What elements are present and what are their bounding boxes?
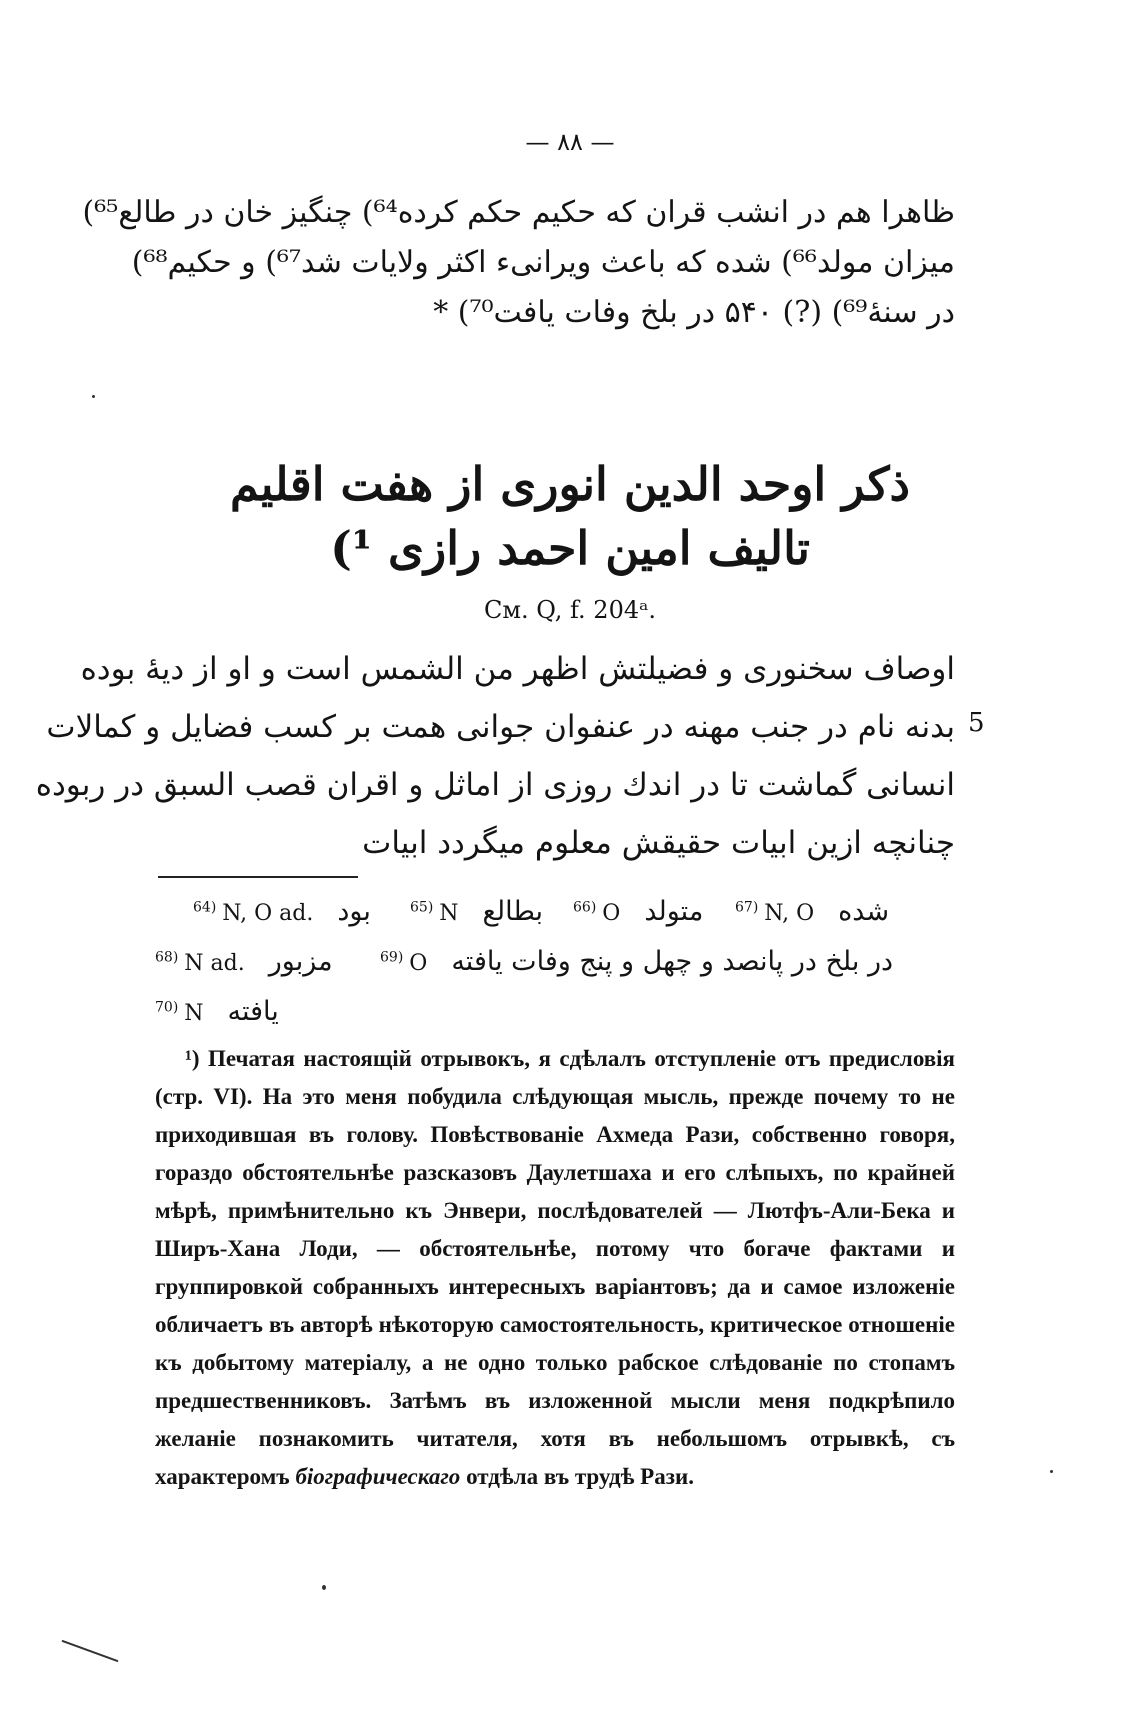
scan-speck — [1050, 1470, 1053, 1473]
scan-speck — [92, 395, 95, 398]
russian-footnote — [155, 1040, 955, 1496]
footnote-divider — [158, 876, 358, 878]
body-text-line-4: چنانچه ازین ابیات حقیقش معلوم میگردد ابیات — [362, 825, 955, 861]
note-67: $^{67)}$ N, O شده — [735, 896, 890, 927]
note-68: $^{68)}$ N ad. مزبور — [155, 946, 333, 977]
manuscript-citation: См. Q, f. 204ᵃ. — [483, 596, 656, 624]
note-70: $^{70)}$ N یافته — [155, 996, 279, 1027]
scan-speck — [322, 1585, 326, 1590]
body-text-line-1: اوصاف سخنوری و فضیلتش اظهر من الشمس است و او از دیهٔ بوده — [80, 651, 955, 687]
body-text-line-3: انسانی گماشت تا در اندك روزی از اماثل و اقران قصب السبق در ربوده — [35, 767, 955, 803]
heading-line-2: تالیف امین احمد رازی ¹) — [330, 521, 810, 575]
section-heading — [0, 452, 1140, 580]
notes-row-3 — [155, 996, 955, 1046]
top-text-line-3: در سنهٔ⁶⁹) (?) ۵۴۰ در بلخ وفات یافت⁷⁰) * — [433, 295, 955, 330]
note-65: $^{65)}$ N بطالع — [410, 896, 544, 927]
scan-mark — [61, 1640, 118, 1662]
footnote-italic-word: біографическаго — [295, 1464, 461, 1489]
line-number-marker: 5 — [968, 708, 985, 738]
footnote-text: ¹) Печатая настоящій отрывокъ, я сдѣлалъ отступленіе отъ предисловія (стр. VI). На это меня побудила слѣдующая мысль, прежде почему то не приходившая въ голову. Повѣствованіе Ахмеда Рази, собственно говоря, гораздо обстоятельнѣе разсказовъ Даулетшаха и его слѣпыхъ, по крайней мѣрѣ, примѣнительно къ Энвери, послѣдователей — Лютфъ-Али-Бека и Ширъ-Хана Лоди, — обстоятельнѣе, потому что богаче фактами и группировкой собранныхъ интересныхъ варіантовъ; да и самое изложеніе обличаетъ въ авторѣ нѣкоторую самостоятельность, критическое отношеніе къ добытому матеріалу, а не одно только рабское слѣдованіе по стопамъ предшественниковъ. Затѣмъ въ изложенной мысли меня подкрѣпило желаніе познакомить читателя, хотя въ небольшомъ отрывкѣ, съ характеромъ — [155, 1046, 955, 1489]
note-64: $^{64)}$ N, O ad. بود — [193, 896, 371, 927]
top-persian-text — [82, 188, 955, 338]
note-69: $^{69)}$ O در بلخ در پانصد و چهل و پنج وفات یافته — [380, 946, 894, 977]
footnote-paragraph — [155, 1040, 955, 1496]
page-number: — ۸۸ — — [525, 128, 615, 156]
body-persian-text — [35, 640, 955, 872]
variant-notes — [155, 896, 955, 1046]
top-text-line-1: ظاهرا هم در انشب قران که حکیم حکم کرده⁶⁴) چنگیز خان در طالع⁶⁵) — [82, 195, 955, 230]
footnote-text-end: отдѣла въ трудѣ Рази. — [466, 1464, 694, 1489]
notes-row-2 — [155, 946, 955, 996]
heading-line-1: ذکر اوحد الدین انوری از هفت اقلیم — [230, 457, 910, 511]
notes-row-1 — [155, 896, 955, 946]
top-text-line-2: میزان مولد⁶⁶) شده که باعث ویرانیء اکثر ولایات شد⁶⁷) و حکیم⁶⁸) — [131, 245, 955, 280]
note-66: $^{66)}$ O متولد — [573, 896, 704, 927]
body-text-line-2: بدنه نام در جنب مهنه در عنفوان جوانی همت بر کسب فضایل و کمالات — [46, 709, 955, 745]
